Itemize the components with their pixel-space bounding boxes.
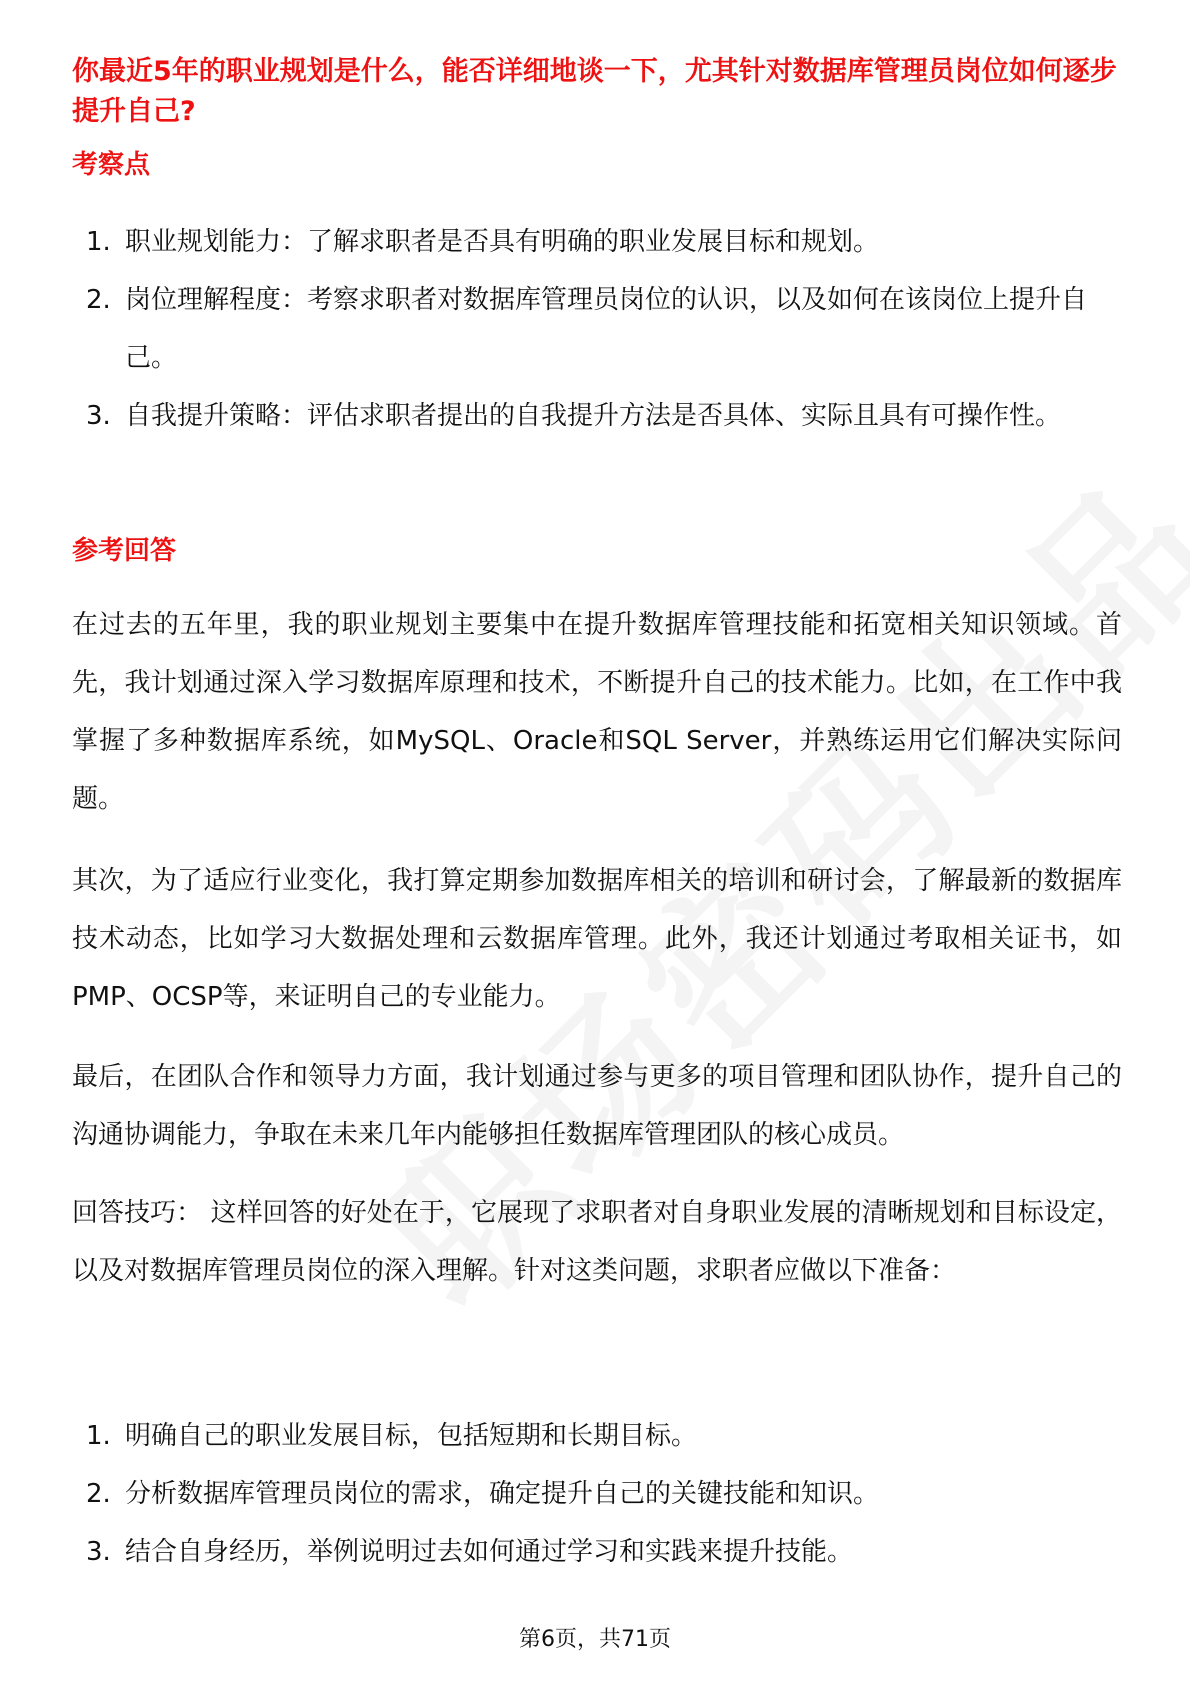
list-item-text: 明确自己的职业发展目标，包括短期和长期目标。 [125,1421,698,1451]
answer-paragraph-3: 最后，在团队合作和领导力方面，我计划通过参与更多的项目管理和团队协作，提升自己的沟通协调能力，争取在未来几年内能够担任数据库管理团队的核心成员。 [72,1062,1122,1150]
list-number: 1. [86,1421,111,1451]
page-footer: 第6页，共71页 [519,1627,671,1652]
list-number: 1. [86,227,111,257]
list-item [72,1465,1122,1523]
preparation-tips-list [72,1407,1122,1581]
examine-points-list [72,213,1122,445]
list-item [72,1407,1122,1465]
list-item-text: 岗位理解程度：考察求职者对数据库管理员岗位的认识，以及如何在该岗位上提升自己。 [125,285,1088,373]
list-item [72,387,1122,445]
list-item-text: 职业规划能力：了解求职者是否具有明确的职业发展目标和规划。 [125,227,880,257]
list-number: 3. [86,401,111,431]
list-item-text: 结合自身经历，举例说明过去如何通过学习和实践来提升技能。 [125,1537,854,1567]
list-number: 2. [86,285,111,315]
question-heading: 你最近5年的职业规划是什么，能否详细地谈一下，尤其针对数据库管理员岗位如何逐步提升自己? [72,56,1117,127]
section-title-answer: 参考回答 [72,536,177,566]
list-item [72,271,1122,387]
answer-tips-paragraph: 回答技巧： 这样回答的好处在于，它展现了求职者对自身职业发展的清晰规划和目标设定，以及对数据库管理员岗位的深入理解。针对这类问题，求职者应做以下准备： [72,1198,1122,1286]
list-number: 3. [86,1537,111,1567]
section-title-examine: 考察点 [72,150,151,180]
answer-paragraph-1: 在过去的五年里，我的职业规划主要集中在提升数据库管理技能和拓宽相关知识领域。首先，我计划通过深入学习数据库原理和技术，不断提升自己的技术能力。比如，在工作中我掌握了多种数据库系统，如MySQL、Oracle和SQL Server，并熟练运用它们解决实际问题。 [72,610,1122,814]
answer-paragraph-2: 其次，为了适应行业变化，我打算定期参加数据库相关的培训和研讨会，了解最新的数据库技术动态，比如学习大数据处理和云数据库管理。此外，我还计划通过考取相关证书，如PMP、OCSP等，来证明自己的专业能力。 [72,866,1122,1012]
list-item [72,213,1122,271]
list-item [72,1523,1122,1581]
list-item-text: 分析数据库管理员岗位的需求，确定提升自己的关键技能和知识。 [125,1479,880,1509]
list-number: 2. [86,1479,111,1509]
list-item-text: 自我提升策略：评估求职者提出的自我提升方法是否具体、实际且具有可操作性。 [125,401,1062,431]
